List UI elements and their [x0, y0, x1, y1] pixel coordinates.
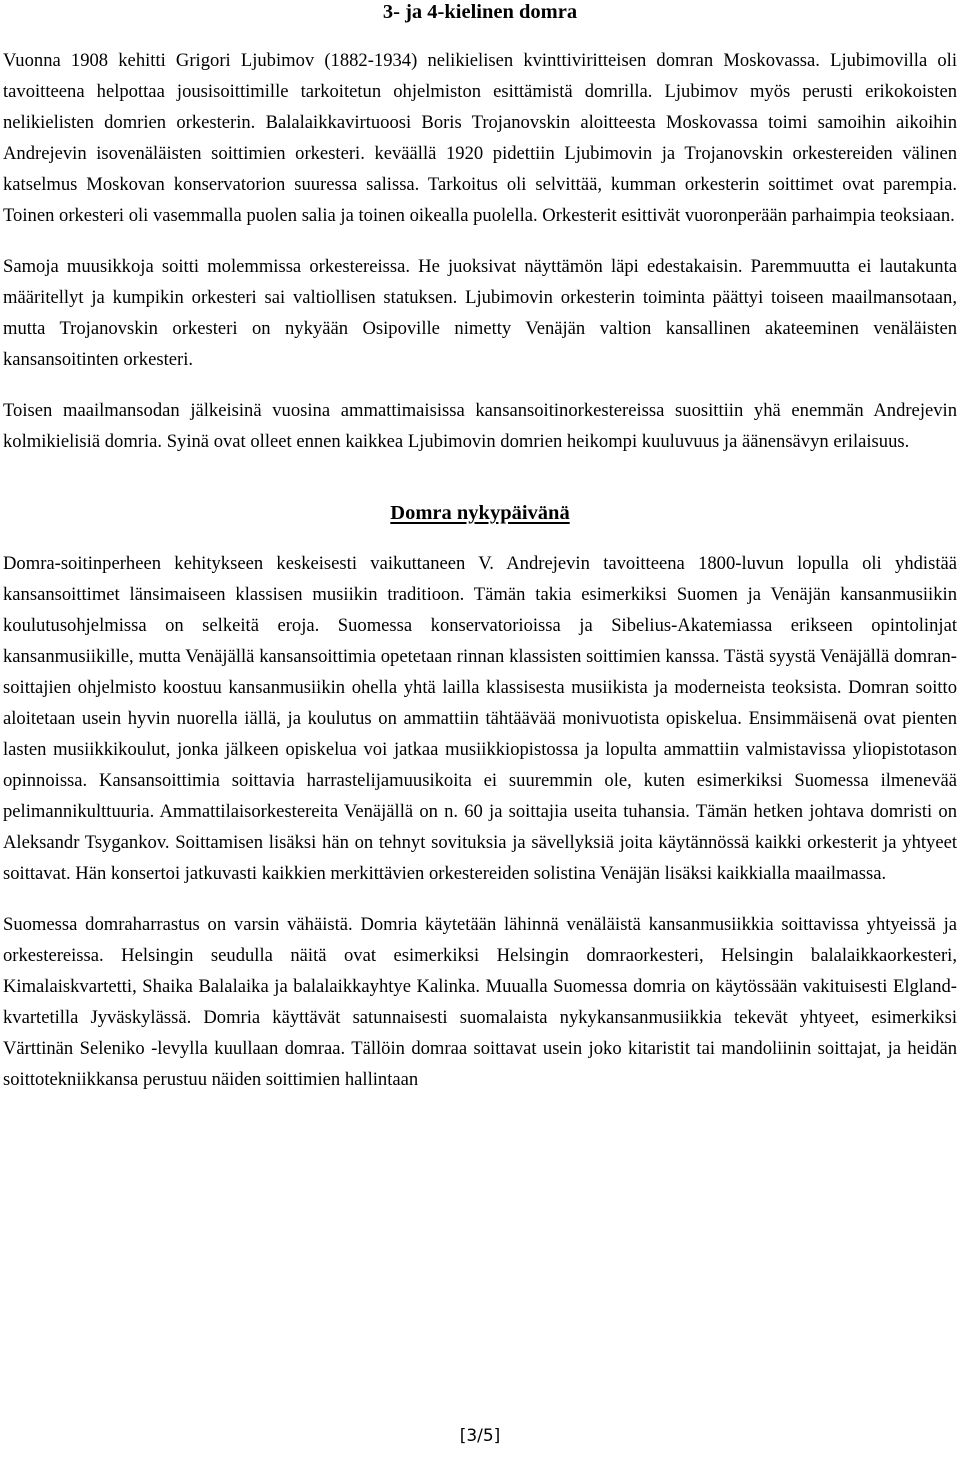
paragraph-postwar: Toisen maailmansodan jälkeisinä vuosina ammattimaisissa kansansoitinorkestereissa suosittiin yhä enemmän Andrejevin kolmikielisiä domria. Syinä ovat olleet ennen kaikkea Ljubimovin domrien heikompi kuuluvuus ja äänensävyn erilaisuus. — [3, 400, 957, 452]
section-heading-domra-types: 3- ja 4-kielinen domra — [382, 1, 578, 23]
section-heading-domra-today: Domra nykypäivänä — [390, 502, 570, 524]
paragraph-domra-today: Domra-soitinperheen kehitykseen keskeisesti vaikuttaneen V. Andrejevin tavoitteena 1800-luvun lopulla oli yhdistää kansansoittimet länsimaiseen klassisen musiikin traditioon. Tämän takia esimerkiksi Suomen ja Venäjän kansanmusiikin koulutusohjelmissa on selkeitä eroja. Suomessa konservatorioissa ja Sibelius-Akatemiassa erikseen opintolinjat kansanmusiikille, mutta Venäjällä kansansoittimia opetetaan rinnan klassisten soittimien kanssa. Tästä syystä Venäjällä domran-soittajien ohjelmisto koostuu kansanmusiikin ohella yhtä lailla klassisesta musiikista ja moderneista teoksista. Domran soitto aloitetaan usein hyvin nuorella iällä, ja koulutus on ammattiin tähtäävää monivuotista opiskelua. Ensimmäisenä ovat pienten lasten musiikkikoulut, jonka jälkeen opiskelua voi jatkaa musiikkiopistossa ja lopulta ammattiin valmistavissa yliopistotason opinnoissa. Kansansoittimia soittavia harrastelijamuusikoita ei suuremmin ole, kuten esimerkiksi Suomessa ilmenevää pelimannikulttuuria. Ammattilaisorkestereita Venäjällä on n. 60 ja soittajia useita tuhansia. Tämän hetken johtava domristi on Aleksandr Tsygankov. Soittamisen lisäksi hän on tehnyt sovituksia ja sävellyksiä joita käytännössä kaikki orkesterit ja yhtyeet soittavat. Hän konsertoi jatkuvasti kaikkien merkittävien orkestereiden solistina Venäjän lisäksi kaikkialla maailmassa. — [3, 553, 957, 884]
paragraph-orchestras: Samoja muusikkoja soitti molemmissa orkestereissa. He juoksivat näyttämön läpi edestakaisin. Paremmuutta ei lautakunta määritellyt ja kumpikin orkesteri sai valtiollisen statuksen. Ljubimovin orkesterin toiminta päättyi toiseen maailmansotaan, mutta Trojanovskin orkesteri on nykyään Osipoville nimetty Venäjän valtion kansallinen akateeminen venäläisten kansansoitinten orkesteri. — [3, 256, 957, 370]
paragraph-history: Vuonna 1908 kehitti Grigori Ljubimov (1882-1934) nelikielisen kvinttiviritteisen domran Moskovassa. Ljubimovilla oli tavoitteena helpottaa jousisoittimille tarkoitetun ohjelmiston esittämistä domrilla. Ljubimov myös perusti erikokoisten nelikielisten domrien orkesterin. Balalaikkavirtuoosi Boris Trojanovskin aloitteesta Moskovassa toimi samoihin aikoihin Andrejevin isovenäläisten soittimien orkesteri. keväällä 1920 pidettiin Ljubimovin ja Trojanovskin orkestereiden välinen katselmus Moskovan konservatorion suuressa salissa. Tarkoitus oli selvittää, kumman orkesterin soittimet ovat parempia. Toinen orkesteri oli vasemmalla puolen salia ja toinen oikealla puolella. Orkesterit esittivät vuoronperään parhaimpia teoksiaan. — [3, 50, 957, 226]
document-page — [3, 0, 957, 1095]
page-number: [3/5] — [459, 1426, 501, 1446]
paragraph-finland: Suomessa domraharrastus on varsin vähäistä. Domria käytetään lähinnä venäläistä kansanmusiikkia soittavissa yhtyeissä ja orkestereissa. Helsingin seudulla näitä ovat esimerkiksi Helsingin domraorkesteri, Helsingin balalaikkaorkesteri, Kimalaiskvartetti, Shaika Balalaika ja balalaikkayhtye Kalinka. Muualla Suomessa domria on käytössään vakituisesti Elgland-kvartetilla Jyväskylässä. Domria käyttävät satunnaisesti suomalaista nykykansanmusiikkia tekevät yhtyeet, esimerkiksi Värttinän Seleniko -levylla kuullaan domraa. Tällöin domraa soittavat usein joko kitaristit tai mandoliinin soittajat, ja heidän soittotekniikkansa perustuu näiden soittimien hallintaan — [3, 914, 957, 1090]
